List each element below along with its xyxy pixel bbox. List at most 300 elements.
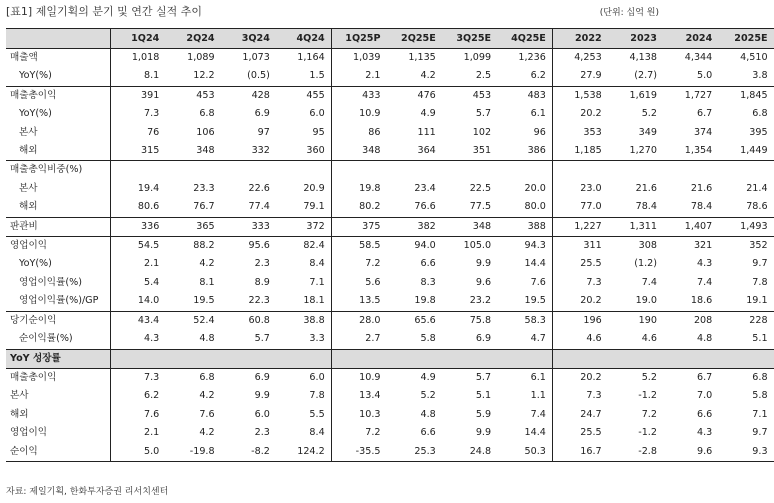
value-cell: 455 [276,86,331,105]
value-cell: 5.2 [420,390,436,402]
value-cell [442,349,497,368]
header-label-cell [6,29,110,49]
value-cell: 7.2 [331,424,386,442]
value-cell: 10.9 [331,105,386,123]
value-cell [110,161,165,180]
value-cell: 4,138 [629,52,657,63]
value-cell: 7.0 [697,390,713,402]
value-cell: 5.7 [475,108,492,120]
value-cell: 332 [251,145,270,157]
value-cell: 12.2 [193,70,215,82]
value-cell: 351 [472,145,492,157]
value-cell: 82.4 [276,237,331,256]
value-cell: 6.6 [420,427,436,439]
value-cell: 96 [533,126,546,138]
value-cell: 352 [718,237,773,256]
value-cell: -35.5 [331,443,386,462]
value-cell: 8.3 [420,276,436,288]
table-row [6,67,774,86]
value-cell: 228 [718,311,773,330]
value-cell: 6.7 [697,371,713,383]
value-cell: 22.6 [248,182,270,194]
value-cell [718,349,773,368]
value-cell: 1,619 [608,86,663,105]
table-row [6,142,774,161]
table-row [6,330,774,349]
value-cell: 8.1 [110,67,165,86]
value-cell: 10.3 [331,406,386,424]
value-cell: 333 [221,217,276,236]
value-cell: 4.2 [199,427,215,439]
value-cell [386,349,441,368]
value-cell: -8.2 [221,443,276,462]
value-cell: 1,073 [242,52,270,63]
value-cell: 6.6 [697,408,713,420]
header-cell: 2025E [718,29,773,49]
table-row [6,443,774,462]
row-label: 당기순이익 [6,311,110,330]
value-cell: 7.8 [752,276,768,288]
row-label: 영업이익률(%) [19,276,82,288]
value-cell: 311 [552,237,607,256]
value-cell: 1,449 [740,145,768,157]
value-cell: 348 [442,217,497,236]
value-cell: 28.0 [331,311,386,330]
value-cell: 5.1 [752,333,768,345]
value-cell [276,349,331,368]
value-cell: 5.4 [110,274,165,292]
table-header [6,29,774,49]
value-cell: 5.8 [752,390,768,402]
value-cell: 7.1 [309,276,325,288]
value-cell: 4,253 [552,49,607,68]
value-cell: 19.5 [193,295,215,307]
value-cell: 2.7 [331,330,386,349]
value-cell: 16.7 [552,443,607,462]
value-cell: 4.2 [420,70,436,82]
value-cell [608,349,663,368]
value-cell: 353 [552,124,607,142]
value-cell: 80.0 [524,201,546,213]
value-cell: 20.2 [552,105,607,123]
value-cell: 76 [110,124,165,142]
value-cell: 77.5 [469,201,492,213]
value-cell: 21.6 [635,182,657,194]
header-cell: 4Q25E [497,29,552,49]
header-cell: 1Q24 [110,29,165,49]
value-cell: 391 [110,86,165,105]
value-cell: 111 [417,126,436,138]
value-cell: 7.6 [110,406,165,424]
value-cell: 13.5 [331,292,386,311]
value-cell: 4.6 [641,333,657,345]
value-cell: 23.4 [414,182,436,194]
row-label: YoY(%) [19,108,52,120]
value-cell: 23.0 [552,180,607,198]
unit-note: (단위: 십억 원) [599,8,659,18]
value-cell: 8.1 [199,276,215,288]
value-cell: (1.2) [634,258,657,270]
value-cell: 6.0 [254,408,270,420]
value-cell: 2.3 [254,258,270,270]
value-cell: 7.3 [552,387,607,405]
value-cell: 336 [110,217,165,236]
value-cell: 5.0 [110,443,165,462]
value-cell: 1,099 [463,52,492,63]
value-cell: 6.7 [697,108,713,120]
row-label: YoY(%) [19,70,52,82]
value-cell: 386 [527,145,546,157]
value-cell: 76.6 [414,201,436,213]
table-row [6,49,774,68]
value-cell: 349 [638,126,657,138]
value-cell: 20.2 [552,368,607,387]
value-cell [663,349,718,368]
value-cell: 2.5 [475,70,492,82]
value-cell: 19.8 [414,295,436,307]
row-label: 매출액 [10,52,38,63]
value-cell: 5.5 [309,408,325,420]
value-cell: 6.8 [752,108,768,120]
table-row [6,86,774,105]
value-cell [608,161,663,180]
value-cell: 6.2 [530,70,546,82]
value-cell: 1,538 [552,86,607,105]
value-cell: 4.6 [552,330,607,349]
table-row [6,274,774,292]
value-cell: 7.3 [552,274,607,292]
value-cell: 54.5 [110,237,165,256]
value-cell: 8.4 [309,258,325,270]
value-cell: 102 [472,126,492,138]
value-cell: 208 [663,311,718,330]
value-cell [331,349,386,368]
value-cell: 7.4 [641,276,657,288]
value-cell: 9.9 [254,390,270,402]
value-cell: 19.5 [524,295,546,307]
value-cell: 5.7 [475,371,492,383]
value-cell: 6.0 [309,371,325,383]
value-cell: 433 [331,86,386,105]
value-cell: 4.3 [697,258,713,270]
value-cell: 364 [417,145,436,157]
value-cell [386,161,441,180]
row-label: 해외 [10,408,29,420]
row-label: 매출총이익 [10,371,57,383]
value-cell: 196 [552,311,607,330]
value-cell: 4.7 [530,333,546,345]
value-cell: 348 [331,142,386,161]
table-row [6,349,774,368]
row-label: 영업이익 [10,427,48,439]
header-row [6,29,774,49]
table-row [6,387,774,405]
value-cell: (0.5) [247,70,270,82]
value-cell: 24.8 [442,443,497,462]
value-cell: 3.8 [752,70,768,82]
value-cell: 7.2 [331,255,386,273]
table-row [6,368,774,387]
value-cell: 4.8 [420,408,436,420]
value-cell: 1,845 [718,86,773,105]
value-cell: 25.5 [552,255,607,273]
value-cell: 78.6 [746,201,768,213]
value-cell: 43.4 [110,311,165,330]
value-cell: 6.8 [752,371,768,383]
value-cell: 5.2 [641,371,657,383]
value-cell: 95 [312,126,325,138]
value-cell: 2.1 [331,67,386,86]
row-label: 해외 [19,145,38,157]
table-row [6,198,774,217]
value-cell: 95.6 [221,237,276,256]
value-cell: 1.5 [309,70,325,82]
value-cell [497,161,552,180]
header-cell: 2023 [608,29,663,49]
value-cell: 6.8 [199,371,215,383]
value-cell: 374 [693,126,713,138]
value-cell: 2.1 [110,255,165,273]
value-cell: 315 [110,142,165,161]
value-cell: 1,089 [187,52,215,63]
value-cell [331,161,386,180]
value-cell: 6.9 [254,108,270,120]
row-label: 순이익률(%) [19,333,73,345]
row-label: 매출총익비중(%) [6,161,110,180]
value-cell: 360 [306,145,325,157]
value-cell: 25.5 [552,424,607,442]
value-cell: 19.1 [746,295,768,307]
value-cell: 7.8 [309,390,325,402]
value-cell: 308 [608,237,663,256]
value-cell: 78.4 [635,201,657,213]
value-cell: 7.4 [530,408,546,420]
value-cell: 6.8 [199,108,215,120]
value-cell: 4.8 [697,333,713,345]
value-cell: 7.6 [199,408,215,420]
value-cell: 4.9 [420,371,436,383]
value-cell: (2.7) [634,70,657,82]
value-cell: 1,164 [297,52,325,63]
value-cell: 1,354 [684,145,713,157]
value-cell: 18.1 [303,295,325,307]
value-cell: 1.1 [530,390,546,402]
value-cell: 5.2 [641,108,657,120]
value-cell: 7.6 [530,276,546,288]
table-number: [표1] [6,5,33,18]
value-cell: 77.4 [248,201,270,213]
value-cell: -1.2 [638,427,657,439]
value-cell: 86 [331,124,386,142]
table-row [6,105,774,123]
value-cell: 13.4 [331,387,386,405]
value-cell [165,349,220,368]
value-cell: 4,344 [684,52,713,63]
value-cell: 19.8 [331,180,386,198]
value-cell [221,349,276,368]
header-cell: 2Q25E [386,29,441,49]
value-cell: 6.2 [110,387,165,405]
value-cell: 4.9 [420,108,436,120]
value-cell: 428 [221,86,276,105]
value-cell: 9.7 [752,258,768,270]
header-cell: 2024 [663,29,718,49]
value-cell: 5.9 [475,408,492,420]
value-cell: 190 [608,311,663,330]
value-cell: 1,727 [663,86,718,105]
value-cell: 19.4 [110,180,165,198]
row-label: 본사 [19,126,38,138]
value-cell: 76.7 [193,201,215,213]
value-cell: 22.5 [469,182,492,194]
value-cell: 124.2 [276,443,331,462]
value-cell: 1,236 [518,52,546,63]
value-cell: 24.7 [552,406,607,424]
row-label: 영업이익 [6,237,110,256]
value-cell: 9.9 [475,258,492,270]
value-cell: 23.2 [469,295,492,307]
value-cell: 453 [442,86,497,105]
value-cell [165,161,220,180]
table-body [6,49,774,462]
header-cell: 3Q24 [221,29,276,49]
value-cell: 18.6 [690,295,713,307]
value-cell: 10.9 [331,368,386,387]
value-cell: 6.9 [254,371,270,383]
earnings-table [6,28,774,462]
header-cell: 3Q25E [442,29,497,49]
value-cell: 3.3 [309,333,325,345]
value-cell: 7.3 [110,368,165,387]
value-cell: 7.2 [641,408,657,420]
value-cell: 50.3 [497,443,552,462]
table-row [6,217,774,236]
value-cell: 5.7 [254,333,270,345]
value-cell: 25.3 [386,443,441,462]
value-cell: 94.0 [386,237,441,256]
table-row [6,292,774,311]
value-cell: 22.3 [248,295,270,307]
value-cell: 75.8 [442,311,497,330]
value-cell: 9.9 [475,427,492,439]
value-cell: -19.8 [165,443,220,462]
table-row [6,406,774,424]
row-label: YoY 성장률 [6,349,110,368]
value-cell: 4,510 [740,52,768,63]
value-cell [221,161,276,180]
value-cell: 7.1 [752,408,768,420]
table-title [6,3,202,19]
table-row [6,424,774,442]
value-cell: 65.6 [386,311,441,330]
value-cell: 78.4 [690,201,713,213]
value-cell: 6.1 [530,371,546,383]
value-cell: 4.3 [697,427,713,439]
value-cell: 395 [749,126,768,138]
value-cell: 88.2 [165,237,220,256]
value-cell: 348 [196,145,215,157]
value-cell: 4.8 [199,333,215,345]
value-cell [442,161,497,180]
value-cell: 375 [331,217,386,236]
value-cell: 1,270 [629,145,657,157]
value-cell: 9.6 [663,443,718,462]
value-cell [497,349,552,368]
value-cell: 105.0 [442,237,497,256]
value-cell: 27.9 [552,67,607,86]
value-cell: 483 [497,86,552,105]
source-note: 자료: 제일기획, 한화투자증권 리서치센터 [6,487,169,497]
header-cell: 2022 [552,29,607,49]
table-row [6,237,774,256]
value-cell: 1,311 [608,217,663,236]
value-cell: 21.6 [690,182,713,194]
value-cell: 21.4 [746,182,768,194]
value-cell: 14.4 [524,258,546,270]
value-cell: 6.0 [309,108,325,120]
row-label: 본사 [19,182,38,194]
row-label: 순이익 [6,443,110,462]
row-label: 해외 [19,201,38,213]
value-cell: 4.2 [199,258,215,270]
value-cell: 7.3 [110,105,165,123]
row-label: 매출총이익 [6,86,110,105]
value-cell: 106 [196,126,215,138]
value-cell: 38.8 [276,311,331,330]
value-cell: 1,018 [110,49,165,68]
value-cell: 1,039 [331,49,386,68]
value-cell: 5.1 [475,390,492,402]
row-label: YoY(%) [19,258,52,270]
value-cell: 14.4 [524,427,546,439]
value-cell: 1,493 [718,217,773,236]
value-cell: 23.3 [193,182,215,194]
value-cell: 6.1 [530,108,546,120]
value-cell: 19.0 [635,295,657,307]
value-cell: 20.2 [552,292,607,311]
value-cell: 58.5 [331,237,386,256]
value-cell: 2.1 [110,424,165,442]
value-cell: 14.0 [110,292,165,311]
value-cell: 388 [497,217,552,236]
value-cell: 94.3 [497,237,552,256]
value-cell: 97 [257,126,270,138]
value-cell: 77.0 [552,198,607,217]
value-cell: 8.9 [254,276,270,288]
value-cell [110,349,165,368]
value-cell: 58.3 [497,311,552,330]
value-cell: 5.6 [331,274,386,292]
value-cell: 8.4 [309,427,325,439]
header-cell: 2Q24 [165,29,220,49]
value-cell: 4.2 [199,390,215,402]
value-cell: 1,185 [552,142,607,161]
value-cell: 453 [165,86,220,105]
row-label: 영업이익률(%)/GP [19,295,99,307]
value-cell: 5.0 [697,70,713,82]
value-cell: 60.8 [221,311,276,330]
table-title-text: 제일기획의 분기 및 연간 실적 추이 [35,5,202,18]
value-cell: 4.3 [110,330,165,349]
header-cell: 1Q25P [331,29,386,49]
value-cell: 2.3 [254,427,270,439]
value-cell: 79.1 [303,201,325,213]
value-cell: 9.3 [718,443,773,462]
table-row [6,255,774,273]
value-cell: 372 [276,217,331,236]
value-cell: 9.7 [752,427,768,439]
table-row [6,311,774,330]
